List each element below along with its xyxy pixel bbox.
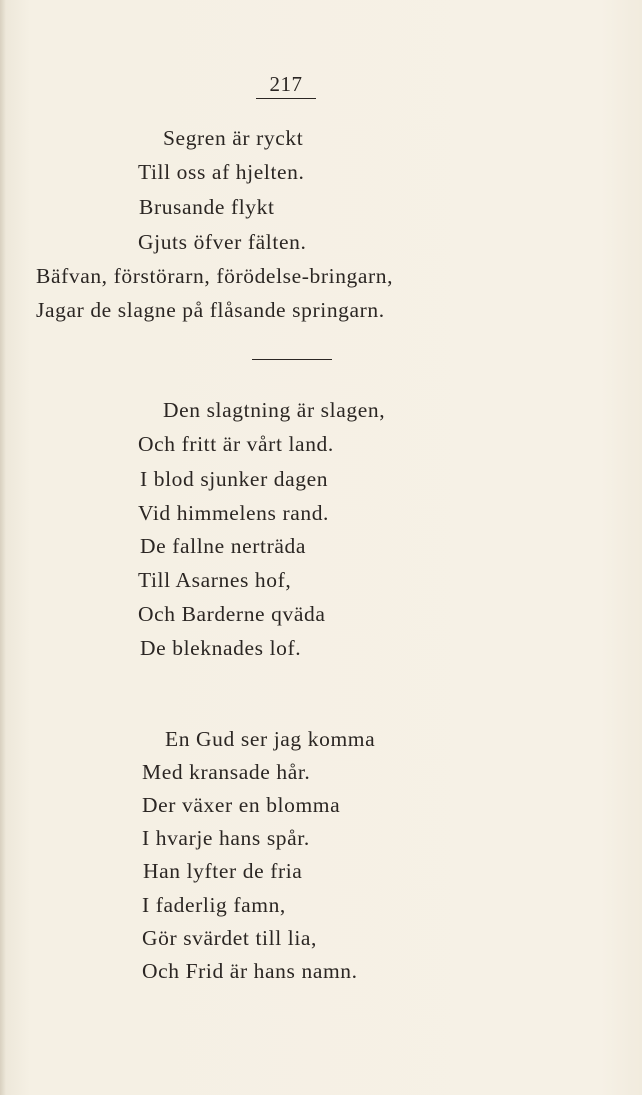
poem-line: Han lyfter de fria — [143, 859, 303, 883]
poem-line: De fallne nerträda — [140, 534, 306, 558]
poem-line: Brusande flykt — [139, 195, 275, 219]
poem-line: Och Frid är hans namn. — [142, 959, 358, 983]
page-number-rule — [256, 98, 316, 99]
poem-line: Jagar de slagne på flåsande springarn. — [36, 298, 385, 322]
poem-line: Segren är ryckt — [163, 126, 304, 150]
poem-line: Bäfvan, förstörarn, förödelse-bringarn, — [36, 264, 394, 288]
stanza-divider — [252, 359, 332, 360]
poem-line: Och fritt är vårt land. — [138, 432, 334, 456]
poem-line: Gör svärdet till lia, — [142, 926, 318, 950]
page-number: 217 — [269, 72, 303, 96]
poem-line: Och Barderne qväda — [138, 602, 326, 626]
poem-line: I hvarje hans spår. — [142, 826, 310, 850]
poem-line: I blod sjunker dagen — [140, 467, 329, 491]
poem-line: Der växer en blomma — [142, 793, 341, 817]
poem-line: Den slagtning är slagen, — [163, 398, 386, 422]
poem-line: Vid himmelens rand. — [138, 501, 330, 525]
poem-line: Gjuts öfver fälten. — [138, 230, 307, 254]
poem-line: En Gud ser jag komma — [165, 727, 376, 751]
poem-line: Med kransade hår. — [142, 760, 311, 784]
poem-line: I faderlig famn, — [142, 893, 286, 917]
page-edge-shadow — [0, 0, 6, 1095]
poem-line: Till oss af hjelten. — [138, 160, 305, 184]
poem-line: Till Asarnes hof, — [138, 568, 292, 592]
poem-line: De bleknades lof. — [140, 636, 302, 660]
